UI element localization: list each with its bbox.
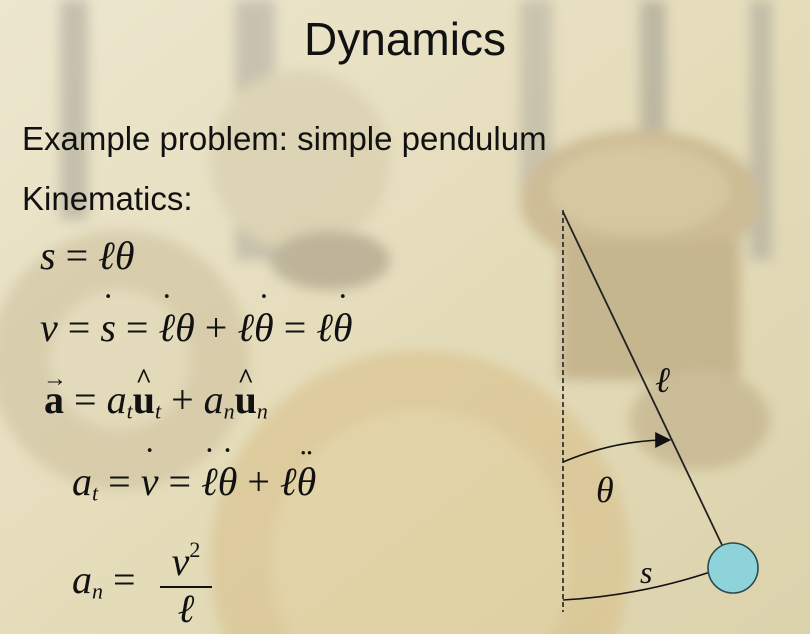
pendulum-rod (563, 212, 722, 545)
fraction-denominator: ℓ (177, 586, 195, 631)
slide-subtitle: Example problem: simple pendulum (22, 120, 547, 157)
equation-arc-length: s = ℓθ (40, 233, 135, 278)
s-label: s (640, 554, 653, 590)
equation-velocity: v = s ˙ = ℓ ˙θ + ℓθ ˙ = ℓθ ˙ (40, 308, 353, 348)
theta-label: θ (596, 470, 614, 510)
equation-normal-acceleration-lhs: $a_n$ = (72, 557, 136, 604)
theta-arc-arrow (563, 440, 668, 462)
ell-label: ℓ (655, 360, 670, 400)
equation-acceleration-vector: a → = $a_tu$ $\^{}_t + a_nu$ $\^{}_n$ (44, 380, 268, 423)
slide-title: Dynamics (304, 13, 506, 65)
section-heading: Kinematics: (22, 180, 193, 217)
pendulum-bob (708, 543, 758, 593)
equation-tangential-acceleration: $a_t = v$ ˙ = ℓ ˙θ ˙ + ℓθ ¨ (72, 462, 316, 505)
fraction-numerator: $v^2$ (171, 537, 201, 584)
